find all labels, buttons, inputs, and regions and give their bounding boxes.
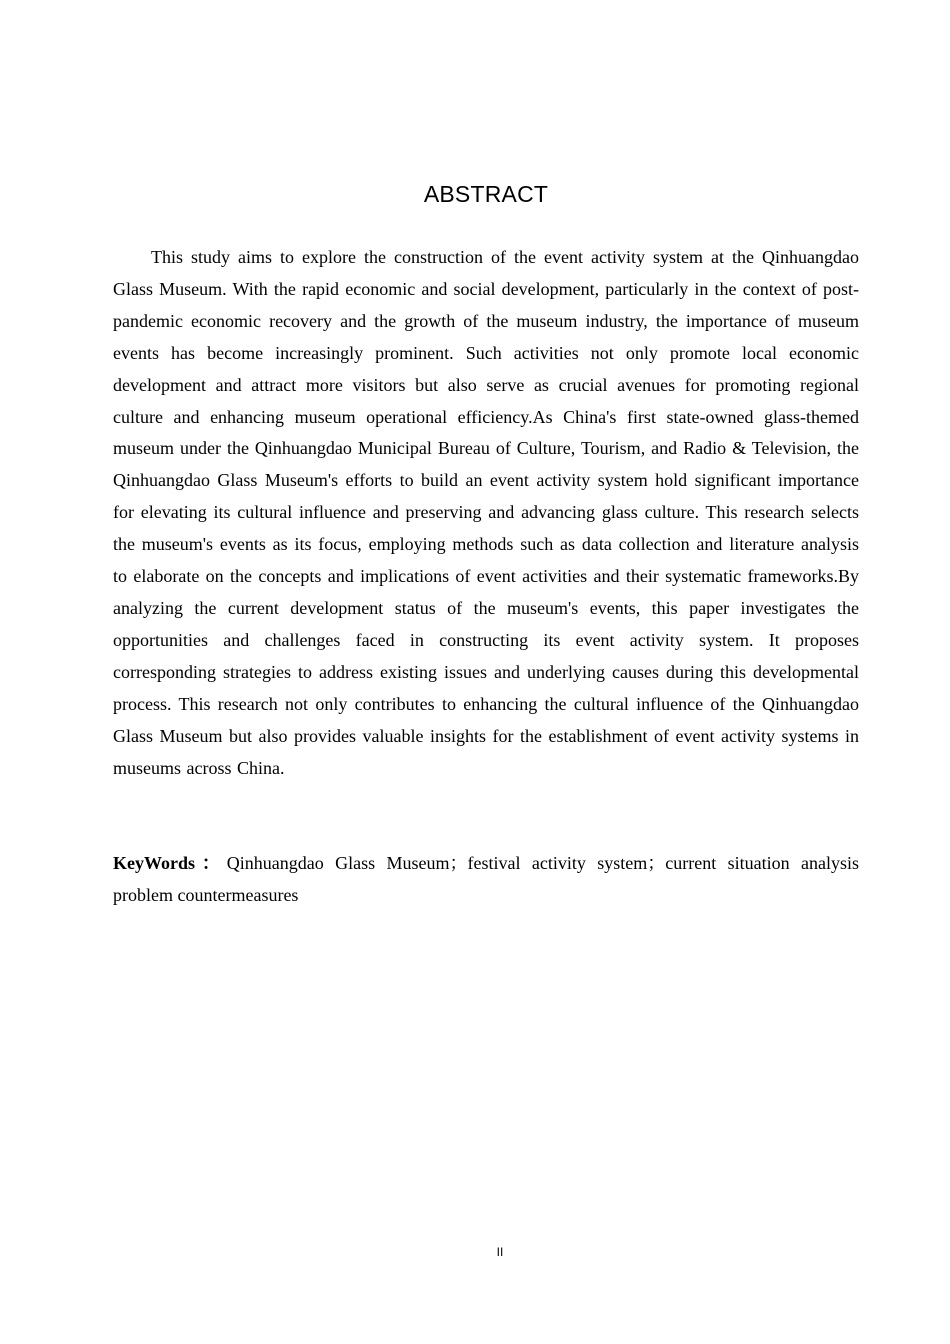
abstract-paragraph: This study aims to explore the construction of the event activity system at the Qinhuangdao Glass Museum. With the rapid economic and social development, particularly in the context of post-pandemic economic recovery and the growth of the museum industry, the importance of museum events has become increasingly prominent. Such activities not only promote local economic development and attract more visitors but also serve as crucial avenues for promoting regional culture and enhancing museum operational efficiency.As China's first state-owned glass-themed museum under the Qinhuangdao Municipal Bureau of Culture, Tourism, and Radio & Television, the Qinhuangdao Glass Museum's efforts to build an event activity system hold significant importance for elevating its cultural influence and preserving and advancing glass culture. This research selects the museum's events as its focus, employing methods such as data collection and literature analysis to elaborate on the concepts and implications of event activities and their systematic frameworks.By analyzing the current development status of the museum's events, this paper investigates the opportunities and challenges faced in constructing its event activity system. It proposes corresponding strategies to address existing issues and underlying causes during this developmental process. This research not only contributes to enhancing the cultural influence of the Qinhuangdao Glass Museum but also provides valuable insights for the establishment of event activity systems in museums across China. xyxy=(113,247,859,778)
keywords-line xyxy=(113,848,859,912)
keywords-label: KeyWords： xyxy=(113,853,227,873)
keywords-text: Qinhuangdao Glass Museum；festival activity system；current situation analysis problem countermeasures xyxy=(113,853,859,905)
abstract-title: ABSTRACT xyxy=(423,181,549,207)
page-number: II xyxy=(496,1245,504,1259)
